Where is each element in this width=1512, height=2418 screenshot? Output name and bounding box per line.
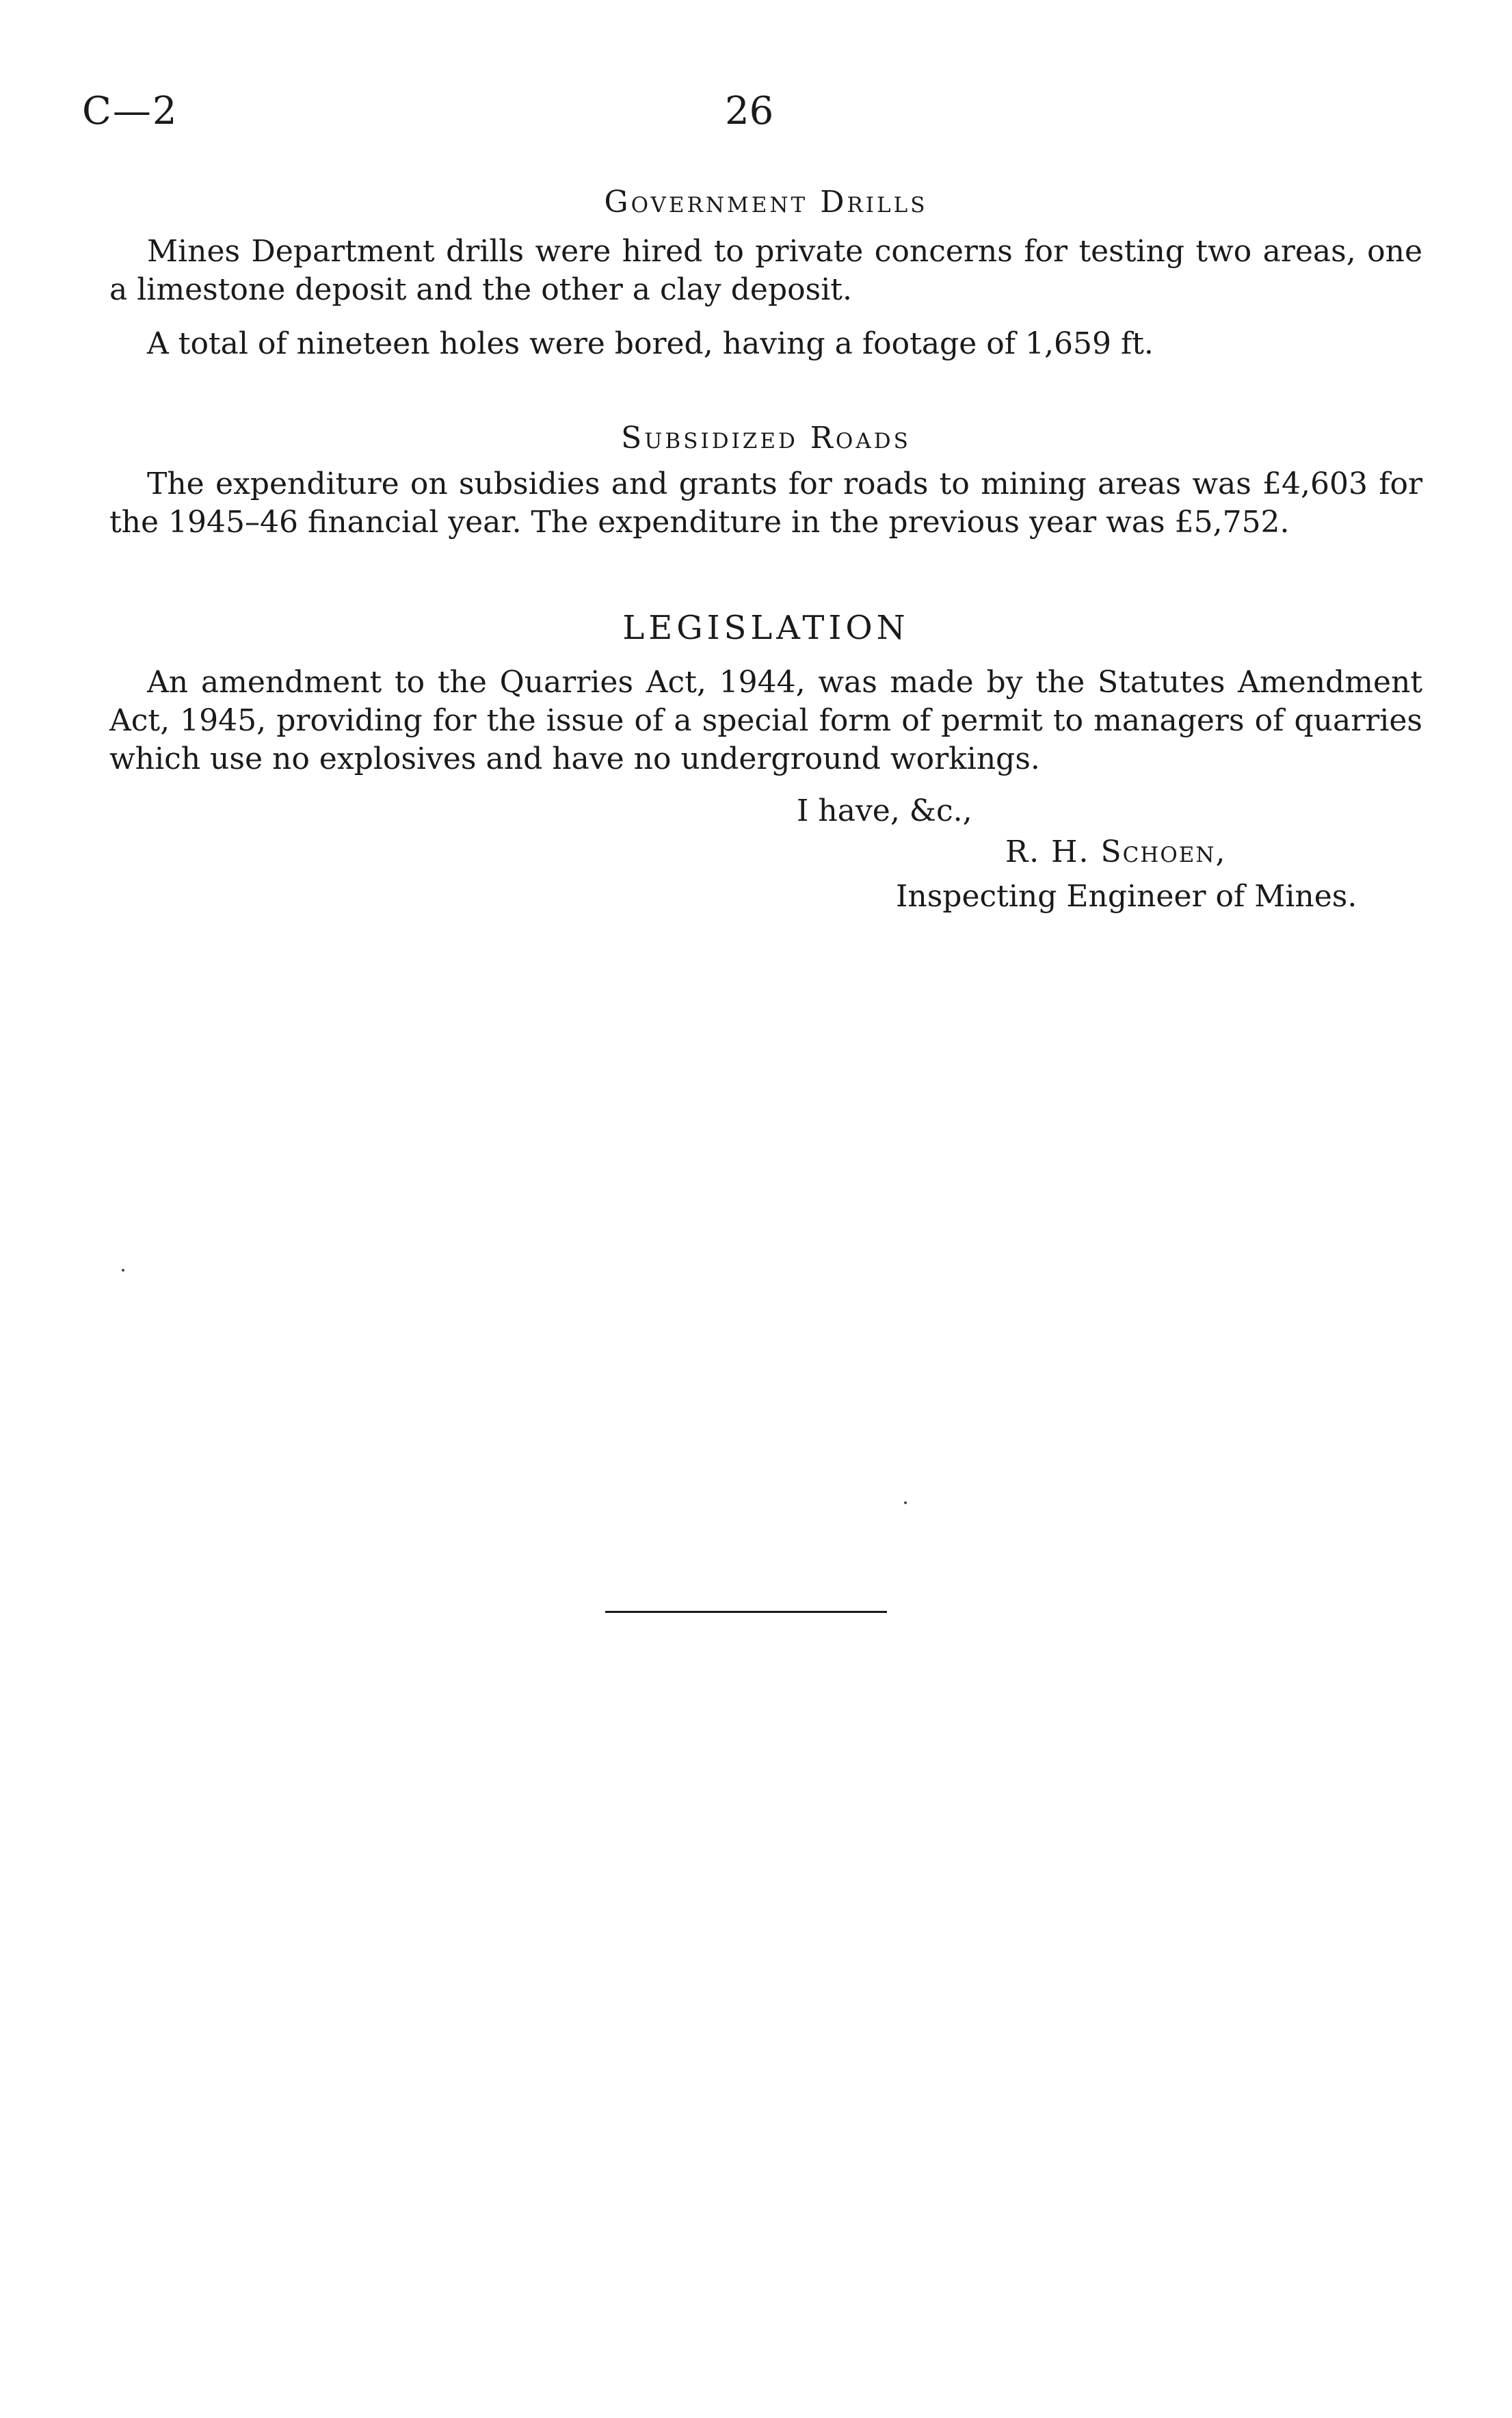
section-heading: Government Drills [604,185,928,220]
section-heading: Subsidized Roads [621,421,911,456]
paragraph: Mines Department drills were hired to private concerns for testing two areas, one a limestone deposit and the other a clay deposit. [109,234,1422,307]
scan-speck [122,1269,124,1272]
section-government-drills [109,185,1422,220]
government-drills-paragraph-1 [109,233,1422,309]
paragraph: The expenditure on subsidies and grants for roads to mining areas was £4,603 for the 1945–46 financial year. The expenditure in the previous year was £5,752. [109,466,1422,540]
subsidized-roads-paragraph-1 [109,465,1422,542]
section-heading: LEGISLATION [622,609,910,647]
legislation-paragraph-1 [109,663,1422,778]
government-drills-paragraph-2 [109,325,1422,363]
closing-rule [605,1611,887,1613]
scan-speck [904,1501,907,1504]
document-code: C—2 [82,89,178,133]
signature-name: R. H. Schoen, [1005,835,1227,869]
page-number: 26 [725,89,774,133]
signature-title: Inspecting Engineer of Mines. [896,879,1357,914]
paragraph: A total of nineteen holes were bored, having a footage of 1,659 ft. [147,326,1154,361]
paragraph: An amendment to the Quarries Act, 1944, was made by the Statutes Amendment Act, 1945, providing for the issue of a special form of permit to managers of quarries which use no explosives and have no underground workings. [109,665,1422,776]
section-legislation [109,609,1422,647]
signature-closing: I have, &c., [797,793,972,828]
section-subsidized-roads [109,421,1422,456]
